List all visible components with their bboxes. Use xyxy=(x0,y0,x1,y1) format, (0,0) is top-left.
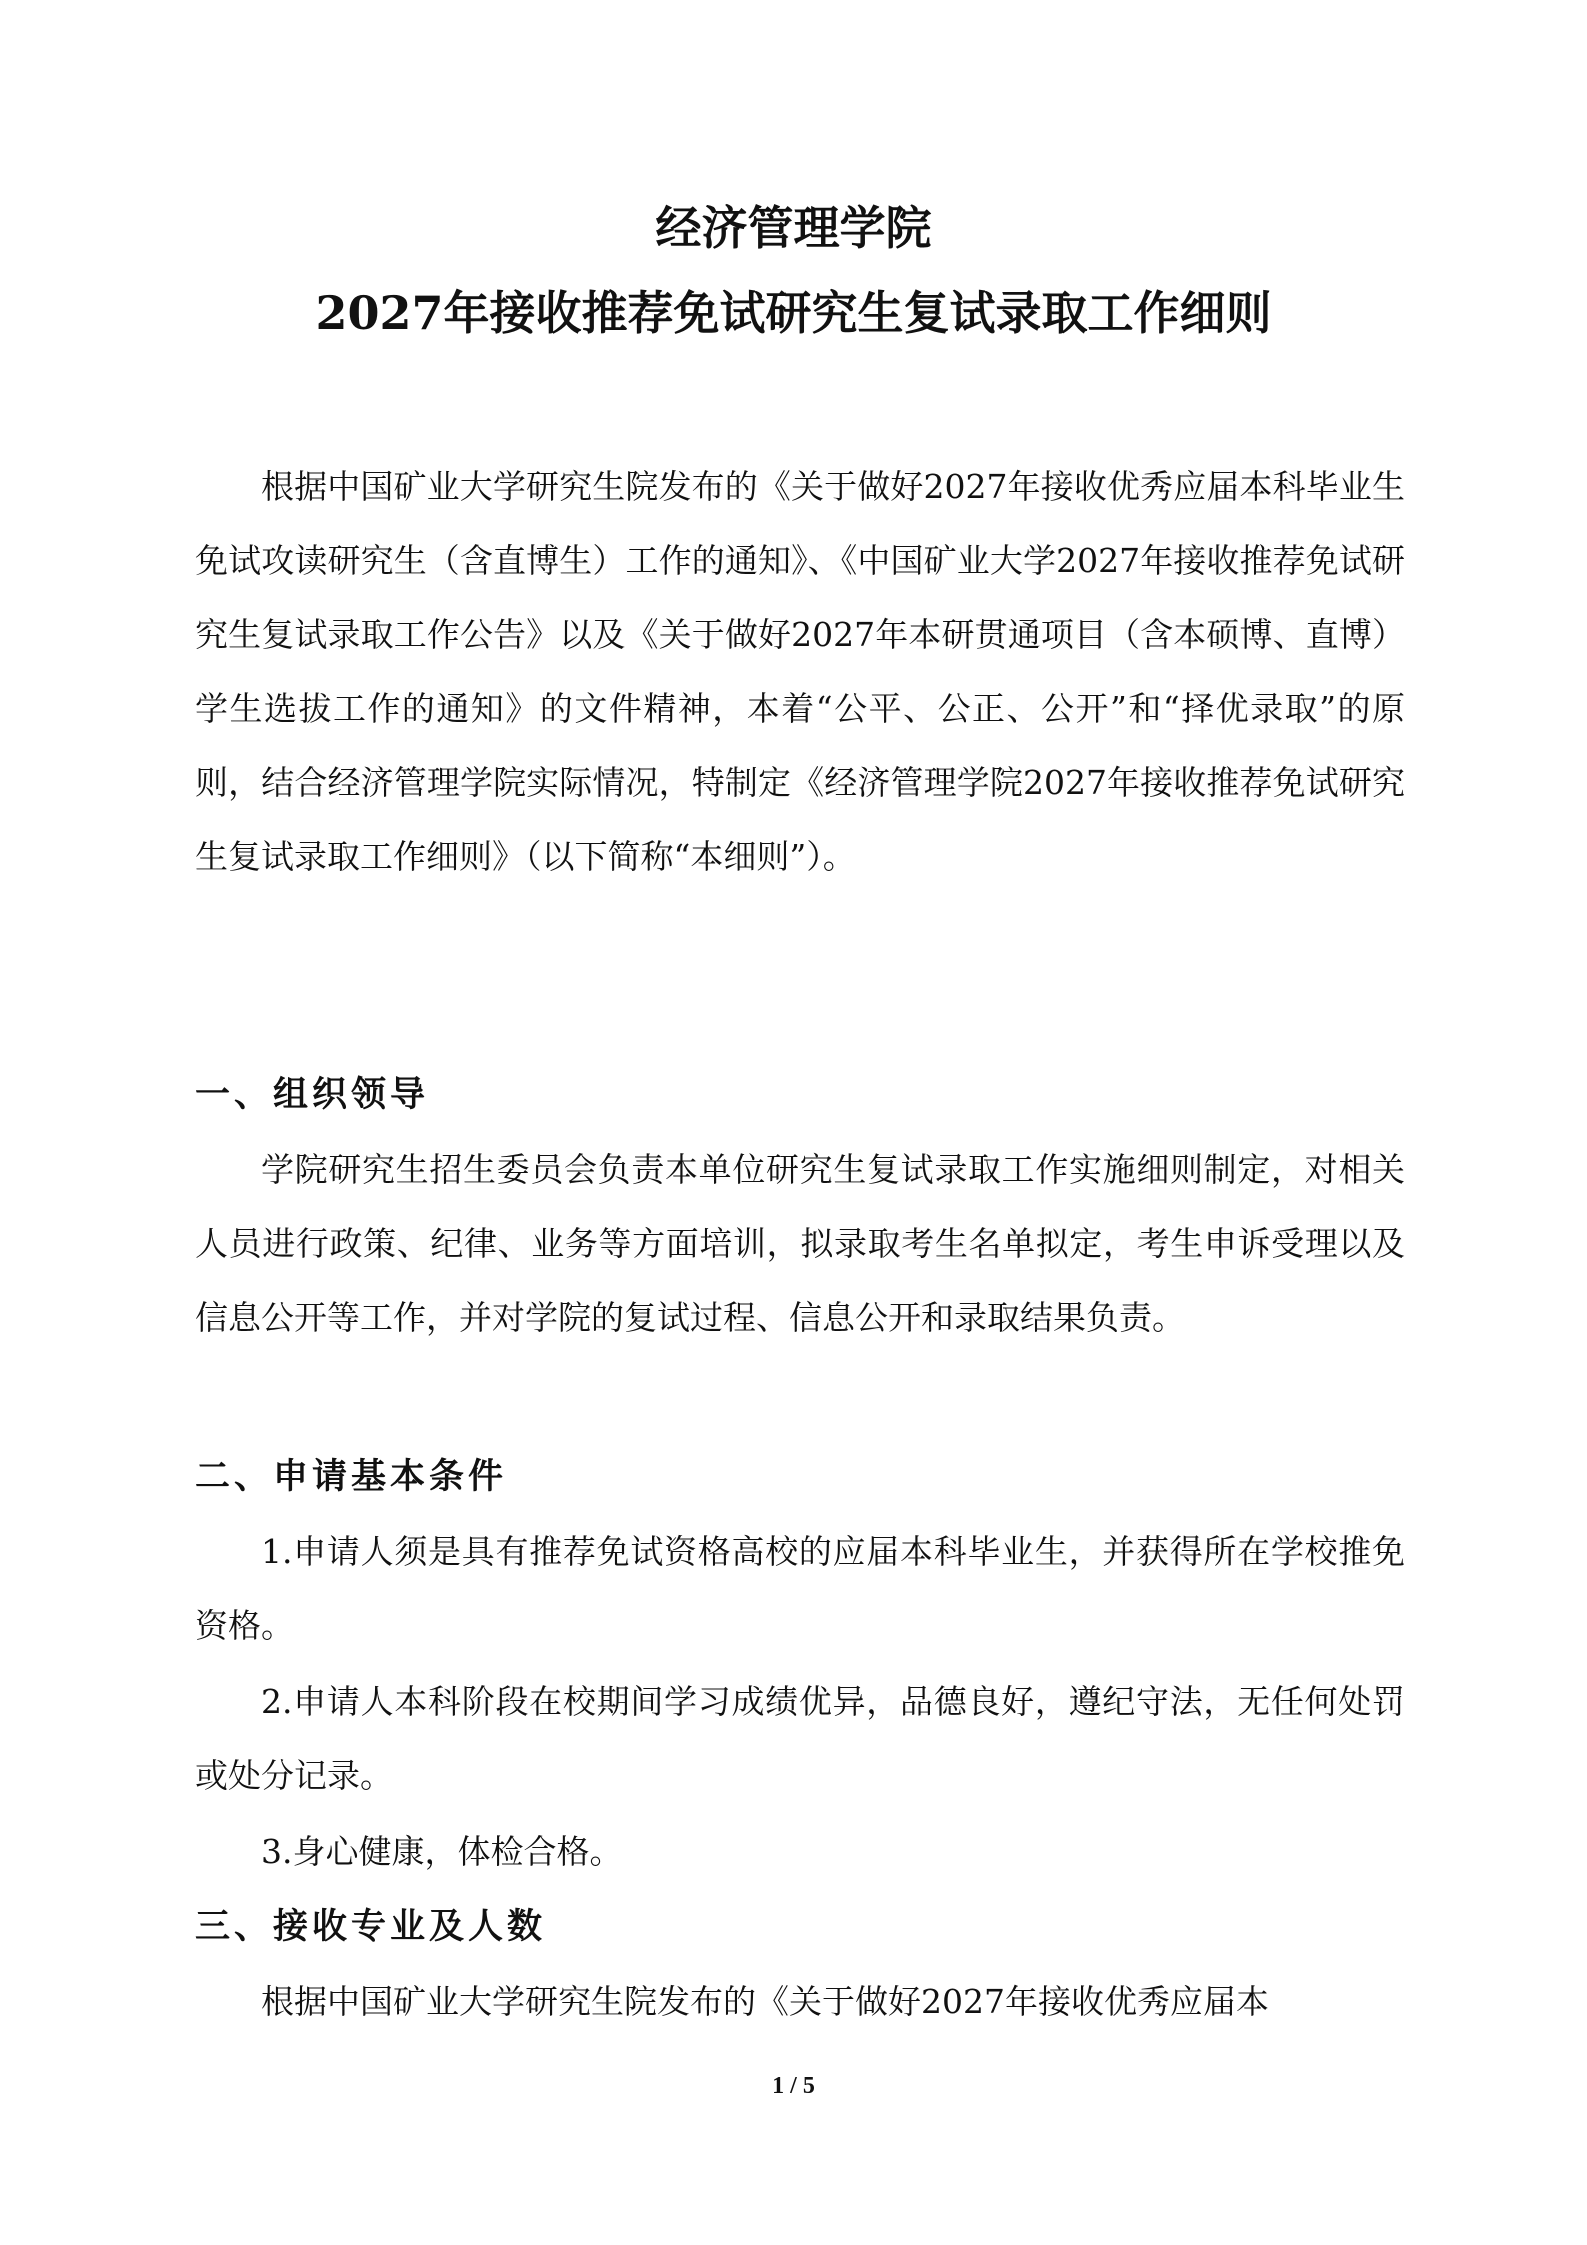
section-heading-conditions: 二、申请基本条件 xyxy=(195,1456,508,1497)
page-indicator: 1 / 5 xyxy=(772,2073,815,2099)
section-organization-paragraph: 学院研究生招生委员会负责本单位研究生复试录取工作实施细则制定，对相关人员进行政策、纪律、业务等方面培训，拟录取考生名单拟定，考生申诉受理以及信息公开等工作，并对学院的复试过程、信息公开和录取结果负责。 xyxy=(195,1150,1405,1337)
section-heading-majors: 三、接收专业及人数 xyxy=(195,1906,547,1947)
section-heading-organization: 一、组织领导 xyxy=(195,1074,430,1115)
condition-item-1: 1.申请人须是具有推荐免试资格高校的应届本科毕业生，并获得所在学校推免资格。 xyxy=(195,1532,1405,1645)
document-title-line2: 2027年接收推荐免试研究生复试录取工作细则 xyxy=(315,286,1272,340)
intro-paragraph: 根据中国矿业大学研究生院发布的《关于做好2027年接收优秀应届本科毕业生免试攻读研究生（含直博生）工作的通知》、《中国矿业大学2027年接收推荐免试研究生复试录取工作公告》以及《关于做好2027年本研贯通项目（含本硕博、直博）学生选拔工作的通知》的文件精神，本着“公平、公正、公开”和“择优录取”的原则，结合经济管理学院实际情况，特制定《经济管理学院2027年接收推荐免试研究生复试录取工作细则》（以下简称“本细则”）。 xyxy=(195,467,1405,876)
condition-item-3: 3.身心健康，体检合格。 xyxy=(261,1832,623,1871)
section-majors-paragraph: 根据中国矿业大学研究生院发布的《关于做好2027年接收优秀应届本 xyxy=(261,1982,1269,2021)
condition-item-2: 2.申请人本科阶段在校期间学习成绩优异，品德良好，遵纪守法，无任何处罚或处分记录。 xyxy=(195,1682,1405,1795)
document-title-line1: 经济管理学院 xyxy=(655,201,932,255)
